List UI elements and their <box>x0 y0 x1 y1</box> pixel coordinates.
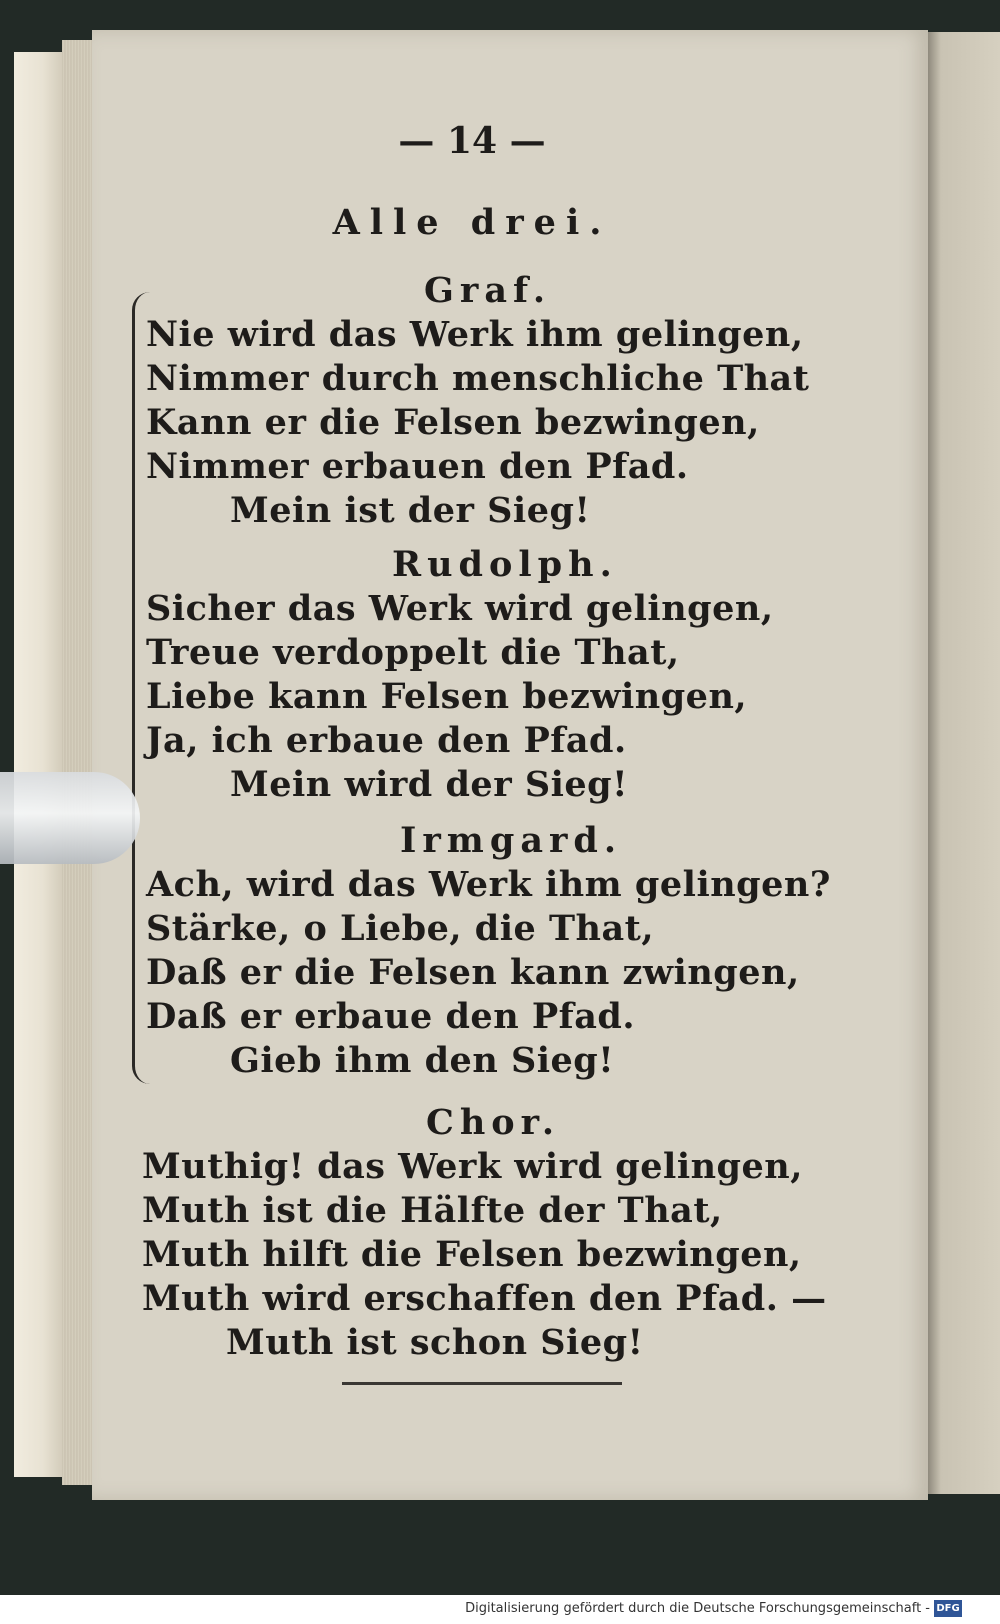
speaker-graf: Graf. <box>424 270 552 311</box>
verse-line: Nimmer durch menschliche That <box>146 358 810 399</box>
verse-line: Sicher das Werk wird gelingen, <box>146 588 774 629</box>
speaker-chor: Chor. <box>426 1102 561 1143</box>
verse-line: Muth hilft die Felsen bezwingen, <box>142 1234 802 1275</box>
verse-line: Muth ist die Hälfte der That, <box>142 1190 723 1231</box>
verse-line: Nie wird das Werk ihm gelingen, <box>146 314 804 355</box>
verse-line: Stärke, o Liebe, die That, <box>146 908 655 949</box>
footer-credit: Digitalisierung gefördert durch die Deutsche Forschungsgemeinschaft - <box>465 1601 930 1616</box>
verse-line: Daß er die Felsen kann zwingen, <box>146 952 800 993</box>
closing-rule <box>342 1382 622 1385</box>
verse-line: Ach, wird das Werk ihm gelingen? <box>146 864 831 905</box>
verse-refrain: Mein ist der Sieg! <box>230 490 591 531</box>
dfg-logo: DFG <box>934 1600 962 1617</box>
verse-line: Liebe kann Felsen bezwingen, <box>146 676 748 717</box>
verse-line: Muthig! das Werk wird gelingen, <box>142 1146 803 1187</box>
verse-refrain: Muth ist schon Sieg! <box>226 1322 644 1363</box>
page-edge <box>14 52 66 1477</box>
facing-page-edge <box>928 32 1000 1494</box>
verse-line: Nimmer erbauen den Pfad. <box>146 446 689 487</box>
verse-line: Muth wird erschaffen den Pfad. — <box>142 1278 827 1319</box>
page-clip <box>0 772 140 864</box>
speaker-rudolph: Rudolph. <box>392 544 618 585</box>
digitization-footer <box>0 1595 1000 1624</box>
page-content <box>92 30 928 1500</box>
section-title: Alle drei. <box>332 202 612 243</box>
verse-refrain: Mein wird der Sieg! <box>230 764 629 805</box>
verse-line: Kann er die Felsen bezwingen, <box>146 402 760 443</box>
speaker-irmgard: Irmgard. <box>400 820 623 861</box>
page-number: — 14 — <box>398 120 546 162</box>
verse-line: Daß er erbaue den Pfad. <box>146 996 636 1037</box>
verse-line: Ja, ich erbaue den Pfad. <box>146 720 627 761</box>
verse-line: Treue verdoppelt die That, <box>146 632 680 673</box>
verse-refrain: Gieb ihm den Sieg! <box>230 1040 615 1081</box>
